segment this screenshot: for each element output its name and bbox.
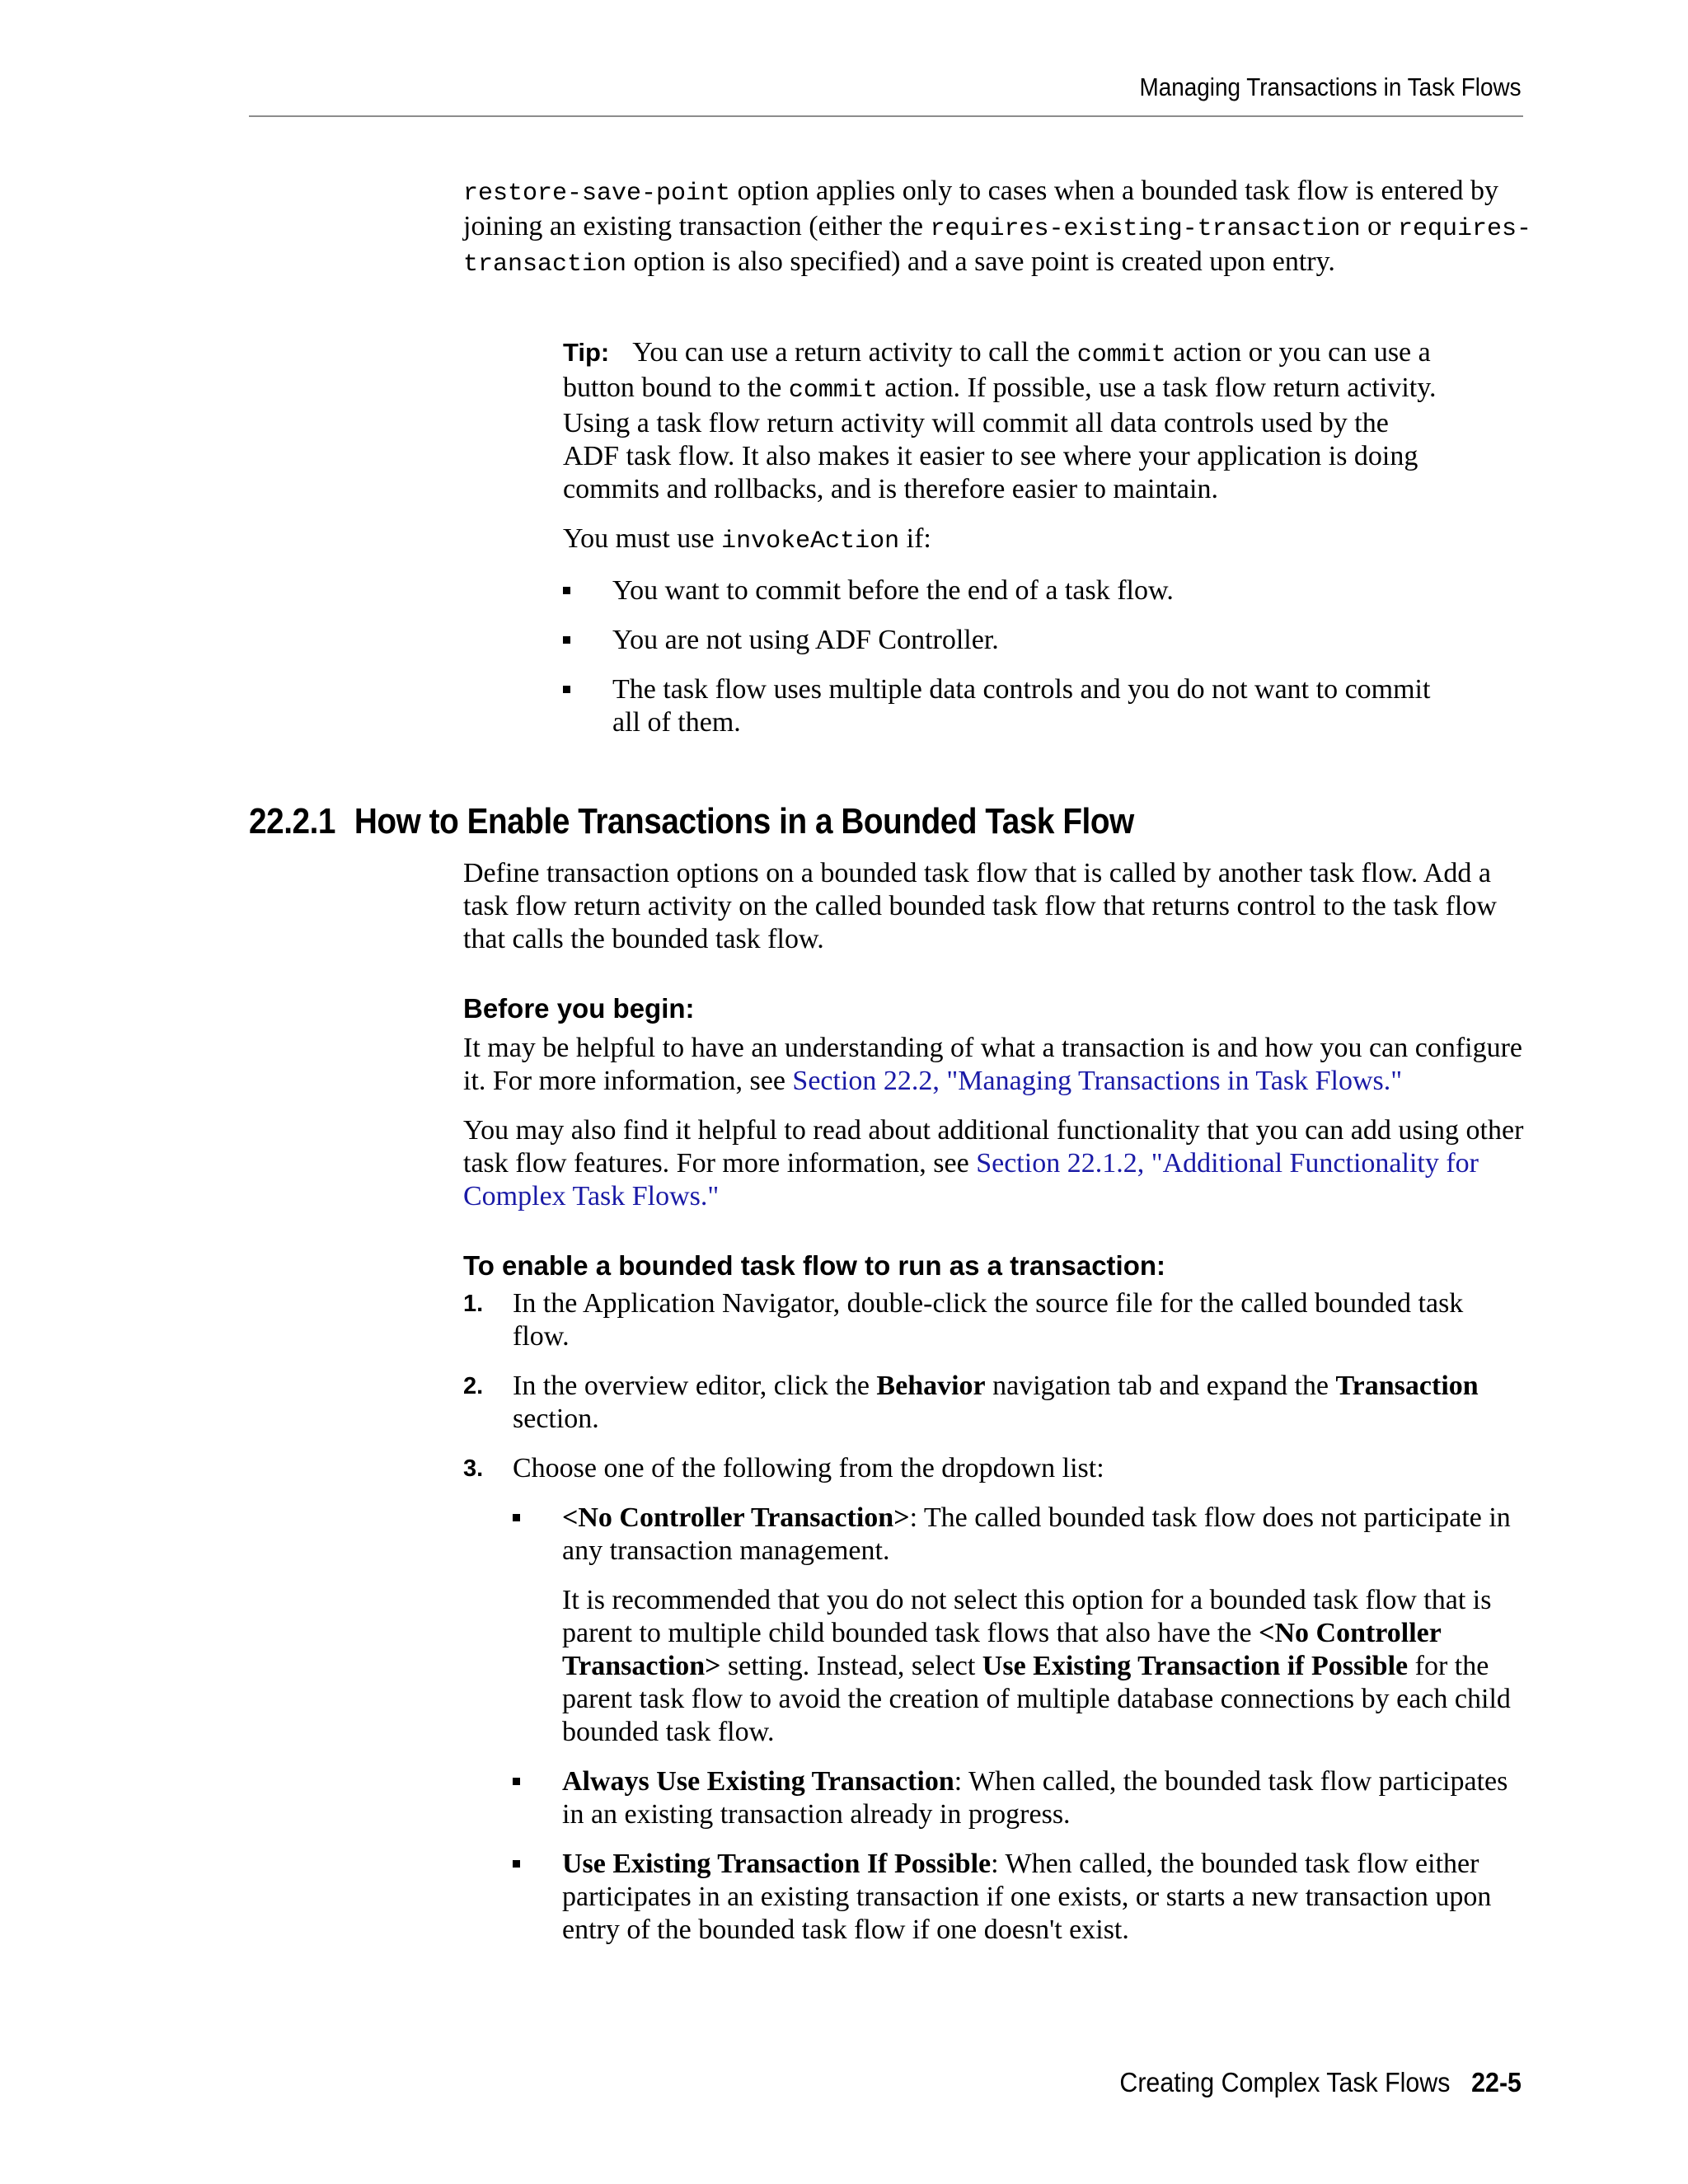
list-item bbox=[513, 1502, 1526, 1749]
step-item bbox=[463, 1370, 1526, 1436]
list-item-text: You want to commit before the end of a task flow. bbox=[612, 575, 1174, 606]
option-description: : The called bounded task flow does not participate in any transaction management. bbox=[562, 1502, 1511, 1566]
option-description: : When called, the bounded task flow either participates in an existing transaction if one exists, or starts a new transaction upon entry of the bounded task flow if one doesn't exist. bbox=[562, 1849, 1492, 1945]
square-bullet-icon bbox=[513, 1514, 520, 1521]
procedure-steps bbox=[463, 1287, 1526, 1947]
tip-bullet-list bbox=[563, 574, 1437, 739]
before-paragraph-1 bbox=[463, 1032, 1526, 1098]
list-item bbox=[513, 1848, 1526, 1947]
before-text-1: It may be helpful to have an understanding of what a transaction is and how you can configure it. For more information, see bbox=[463, 1033, 1522, 1096]
section-body bbox=[463, 857, 1526, 1947]
tip-text-1: You can use a return activity to call the bbox=[632, 337, 1077, 368]
option-description: : When called, the bounded task flow participates in an existing transaction already in progress. bbox=[562, 1766, 1508, 1830]
tip-text-2: action or you can use a button bound to the bbox=[563, 337, 1431, 403]
option-name: <No Controller Transaction> bbox=[562, 1502, 910, 1533]
must-use-paragraph bbox=[563, 523, 1437, 558]
list-item-text: The task flow uses multiple data controls and you do not want to commit all of them. bbox=[612, 674, 1431, 738]
recommendation-paragraph bbox=[562, 1584, 1526, 1749]
recommend-text-2: setting. Instead, select bbox=[720, 1651, 982, 1681]
list-item bbox=[563, 574, 1437, 607]
code-requires-transaction: requires-transaction bbox=[463, 215, 1531, 279]
tip-note bbox=[563, 336, 1437, 739]
square-bullet-icon bbox=[513, 1778, 520, 1785]
code-commit: commit bbox=[1076, 341, 1166, 369]
square-bullet-icon bbox=[513, 1860, 520, 1868]
intro-text-2: or bbox=[1360, 211, 1398, 241]
procedure-heading: To enable a bounded task flow to run as a transaction: bbox=[463, 1250, 1166, 1281]
running-header: Managing Transactions in Task Flows bbox=[1139, 73, 1522, 101]
must-use-text: You must use bbox=[563, 523, 722, 554]
option-name: Use Existing Transaction If Possible bbox=[562, 1849, 992, 1879]
step-number: 2. bbox=[463, 1373, 484, 1399]
ui-term-behavior: Behavior bbox=[876, 1371, 986, 1401]
page-footer bbox=[1119, 2067, 1522, 2098]
recommend-text-1: It is recommended that you do not select this option for a bounded task flow that is parent to multiple child bounded task flows that also have the bbox=[562, 1585, 1492, 1648]
section-number: 22.2.1 bbox=[249, 801, 336, 841]
list-item bbox=[563, 673, 1437, 739]
step-text: Choose one of the following from the dropdown list: bbox=[513, 1453, 1104, 1483]
step-item bbox=[463, 1287, 1526, 1353]
header-rule bbox=[249, 115, 1523, 117]
square-bullet-icon bbox=[563, 636, 570, 644]
recommend-text-3: for the parent task flow to avoid the creation of multiple database connections by each child bounded task flow. bbox=[562, 1651, 1511, 1747]
step-number: 1. bbox=[463, 1291, 484, 1317]
before-text-2: You may also find it helpful to read about additional functionality that you can add using other task flow features. For more information, see bbox=[463, 1115, 1524, 1179]
link-managing-transactions[interactable]: Section 22.2, "Managing Transactions in Task Flows." bbox=[792, 1066, 1403, 1096]
link-additional-functionality[interactable]: Section 22.1.2, "Additional Functionality for Complex Task Flows." bbox=[463, 1148, 1479, 1212]
option-name: Always Use Existing Transaction bbox=[562, 1766, 954, 1797]
step-item bbox=[463, 1452, 1526, 1947]
before-you-begin-heading: Before you begin: bbox=[463, 993, 695, 1024]
tip-text-3: action. If possible, use a task flow return activity. Using a task flow return activity will commit all data controls used by the ADF task flow. It also makes it easier to see where your application is doing commits and rollbacks, and is therefore easier to maintain. bbox=[563, 373, 1437, 504]
tip-label: Tip: bbox=[563, 338, 610, 367]
recommend-bold-1: <No Controller Transaction> bbox=[562, 1618, 1442, 1681]
list-item bbox=[513, 1765, 1526, 1831]
page-number: 22-5 bbox=[1471, 2067, 1522, 2097]
transaction-options-list bbox=[513, 1502, 1526, 1947]
intro-paragraph bbox=[463, 175, 1535, 281]
step-text-post: section. bbox=[513, 1404, 599, 1434]
recommend-bold-2: Use Existing Transaction if Possible bbox=[982, 1651, 1409, 1681]
section-intro-paragraph: Define transaction options on a bounded task flow that is called by another task flow. Add a task flow return activity on the called bounded task flow that returns control to the task flow that calls the bounded task flow. bbox=[463, 858, 1497, 954]
square-bullet-icon bbox=[563, 686, 570, 693]
list-item-text: You are not using ADF Controller. bbox=[612, 625, 999, 655]
tip-paragraph bbox=[563, 336, 1437, 506]
step-number: 3. bbox=[463, 1455, 484, 1482]
step-text: In the Application Navigator, double-click the source file for the called bounded task flow. bbox=[513, 1288, 1464, 1352]
intro-text-1: option applies only to cases when a bounded task flow is entered by joining an existing transaction (either the bbox=[463, 176, 1499, 241]
section-heading bbox=[249, 801, 1134, 842]
step-text-pre: In the overview editor, click the bbox=[513, 1371, 877, 1401]
code-invokeaction: invokeAction bbox=[721, 527, 900, 555]
before-paragraph-2 bbox=[463, 1114, 1526, 1213]
square-bullet-icon bbox=[563, 587, 570, 594]
footer-book-title: Creating Complex Task Flows bbox=[1119, 2067, 1451, 2097]
code-requires-existing-transaction: requires-existing-transaction bbox=[930, 215, 1361, 243]
code-commit: commit bbox=[788, 377, 878, 405]
section-title: How to Enable Transactions in a Bounded Task Flow bbox=[354, 801, 1134, 841]
intro-text-3: option is also specified) and a save point is created upon entry. bbox=[626, 246, 1335, 277]
list-item bbox=[563, 624, 1437, 657]
must-use-suffix: if: bbox=[899, 523, 931, 554]
code-restore-save-point: restore-save-point bbox=[463, 180, 731, 208]
ui-term-transaction: Transaction bbox=[1335, 1371, 1479, 1401]
step-text-mid: navigation tab and expand the bbox=[985, 1371, 1336, 1401]
